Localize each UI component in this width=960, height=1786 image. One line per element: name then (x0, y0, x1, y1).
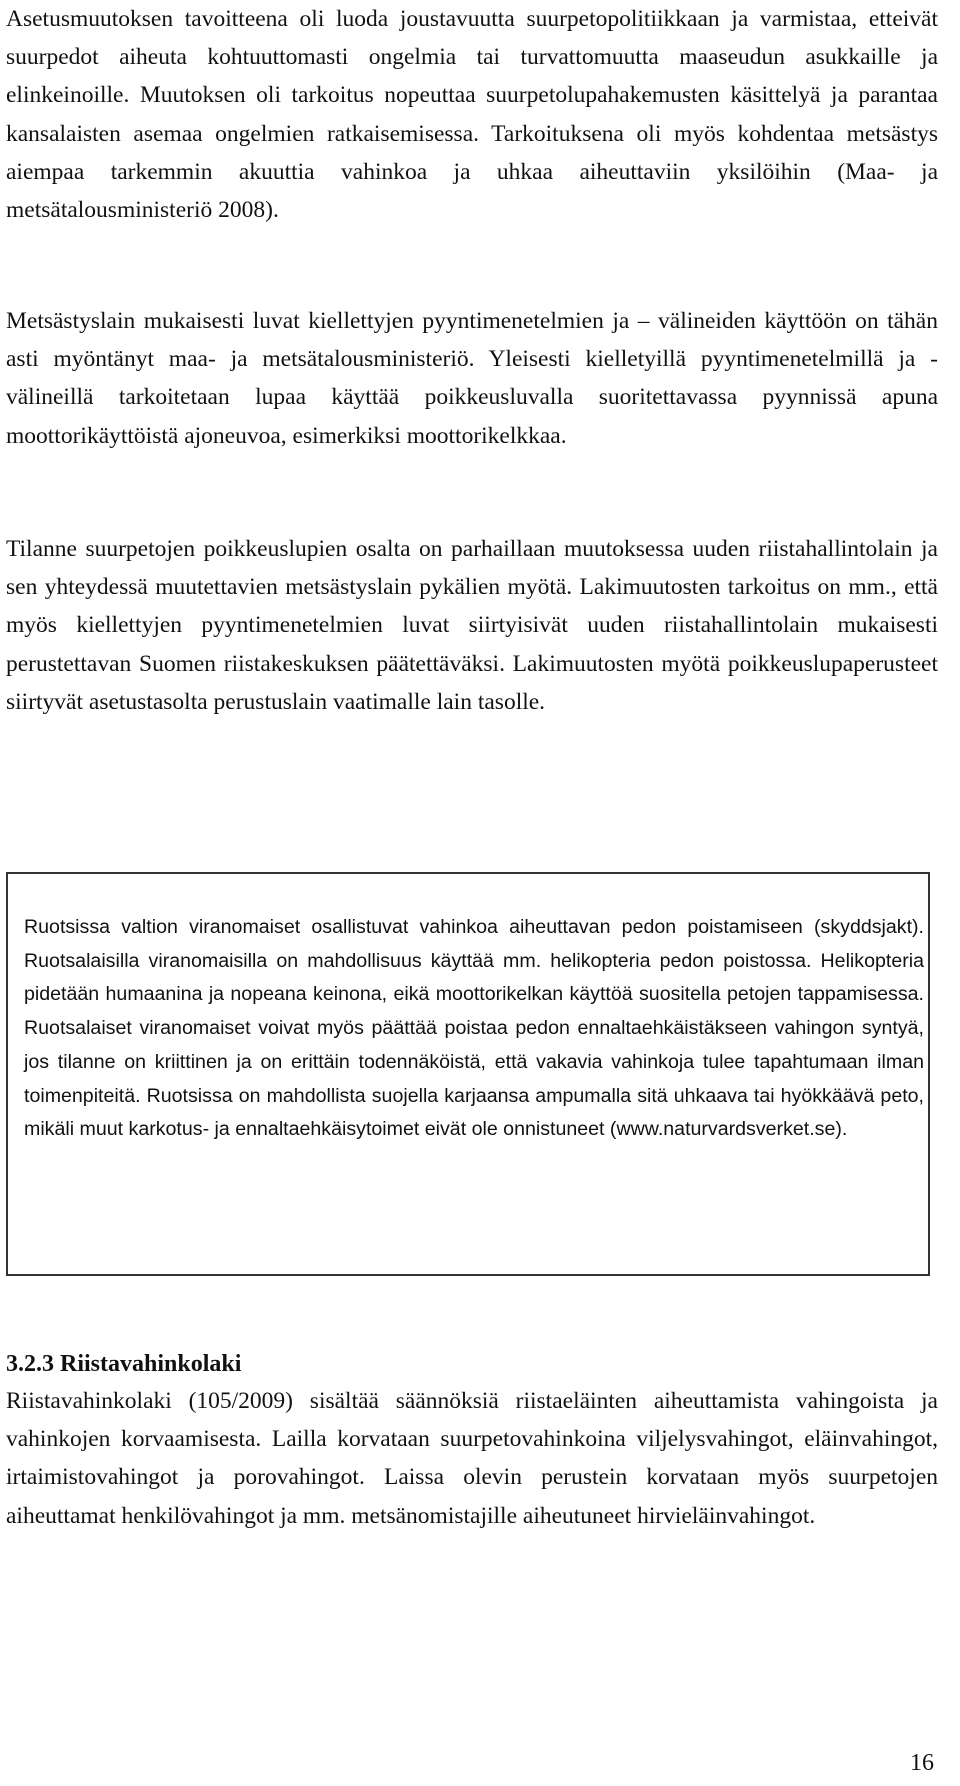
info-box-text: Ruotsissa valtion viranomaiset osallistuvat vahinkoa aiheuttavan pedon poistamiseen (skyddsjakt). Ruotsalaisilla viranomaisilla on mahdollisuus käyttää mm. helikopteria pedon poistossa. Helikopteria pidetään humaanina ja nopeana keinona, eikä moottorikelkan käyttöä suositella petojen tappamisessa. Ruotsalaiset viranomaiset voivat myös päättää poistaa pedon ennaltaehkäistäkseen vahingon syntyä, jos tilanne on kriittinen ja on erittäin todennäköistä, että vakavia vahinkoja tulee tapahtumaan ilman toimenpiteitä. Ruotsissa on mahdollista suojella karjaansa ampumalla sitä uhkaava tai hyökkäävä peto, mikäli muut karkotus- ja ennaltaehkäisytoimet eivät ole onnistuneet (www.naturvardsverket.se). (24, 916, 924, 1141)
page-number: 16 (910, 1750, 934, 1776)
ruotsi-info-box (6, 872, 930, 1276)
paragraph-poikkeusluvat: Tilanne suurpetojen poikkeuslupien osalta on parhaillaan muutoksessa uuden riistahallintolain ja sen yhteydessä muutettavien metsästyslain pykälien myötä. Lakimuutosten tarkoitus on mm., että myös kiellettyjen pyyntimenetelmien luvat siirtyisivät uuden riistahallintolain mukaisesti perustettavan Suomen riistakeskuksen päätettäväksi. Lakimuutosten myötä poikkeuslupaperusteet siirtyvät asetustasolta perustuslain vaatimalle lain tasolle. (6, 536, 938, 715)
section-heading: 3.2.3 Riistavahinkolaki (6, 1351, 242, 1377)
paragraph-asetusmuutos: Asetusmuutoksen tavoitteena oli luoda joustavuutta suurpetopolitiikkaan ja varmistaa, etteivät suurpedot aiheuta kohtuuttomasti ongelmia tai turvattomuutta maaseudun asukkaille ja elinkeinoille. Muutoksen oli tarkoitus nopeuttaa suurpetolupahakemusten käsittelyä ja parantaa kansalaisten asemaa ongelmien ratkaisemisessa. Tarkoituksena oli myös kohdentaa metsästys aiempaa tarkemmin akuuttia vahinkoa ja uhkaa aiheuttaviin yksilöihin (Maa- ja metsätalousministeriö 2008). (6, 6, 938, 224)
paragraph-metsastyslaki: Metsästyslain mukaisesti luvat kiellettyjen pyyntimenetelmien ja – välineiden käyttöön on tähän asti myöntänyt maa- ja metsätalousministeriö. Yleisesti kielletyillä pyyntimenetelmillä ja -välineillä tarkoitetaan lupaa käyttää poikkeusluvalla suoritettavassa pyynnissä apuna moottorikäyttöistä ajoneuvoa, esimerkiksi moottorikelkkaa. (6, 308, 938, 449)
paragraph-riistavahinkolaki: Riistavahinkolaki (105/2009) sisältää säännöksiä riistaeläinten aiheuttamista vahingoista ja vahinkojen korvaamisesta. Lailla korvataan suurpetovahinkoina viljelysvahingot, eläinvahingot, irtaimistovahingot ja porovahingot. Laissa olevin perustein korvataan myös suurpetojen aiheuttamat henkilövahingot ja mm. metsänomistajille aiheutuneet hirvieläinvahingot. (6, 1388, 938, 1529)
